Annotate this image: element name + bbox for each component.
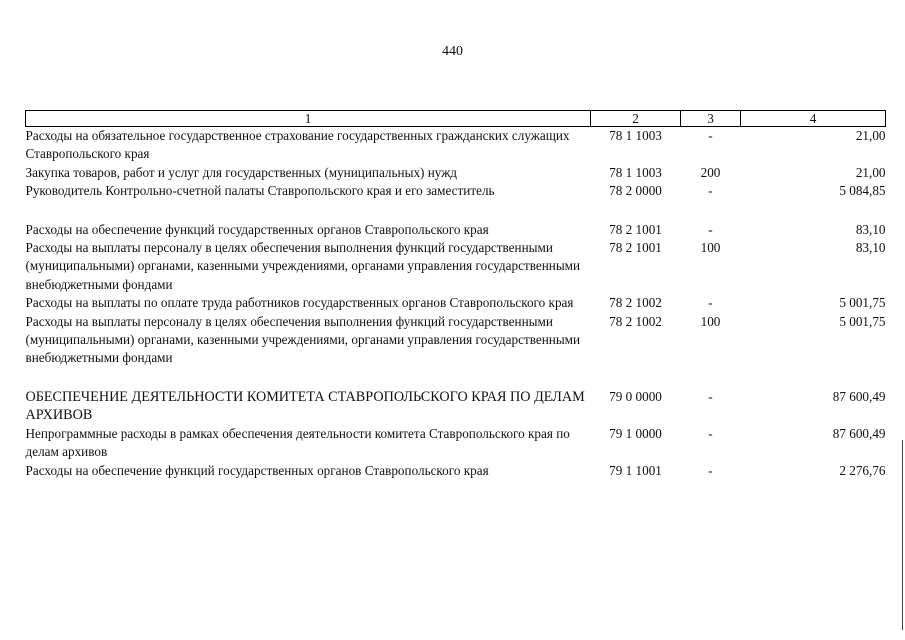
- row-amount: 5 001,75: [839, 313, 886, 329]
- row-amount: 87 600,49: [832, 388, 886, 404]
- column-header-3: 3: [681, 111, 741, 127]
- row-expense-type: -: [708, 388, 713, 404]
- row-amount: 83,10: [855, 240, 886, 256]
- row-code: 78 2 1001: [609, 221, 662, 237]
- column-header-1: 1: [26, 111, 591, 127]
- row-code: 78 2 0000: [609, 183, 662, 199]
- row-code: 78 1 1003: [609, 128, 662, 143]
- row-amount: 87 600,49: [832, 425, 886, 441]
- table-row: [26, 425, 886, 462]
- row-expense-type: -: [708, 221, 713, 237]
- row-expense-type: -: [708, 295, 713, 311]
- row-expense-type: -: [708, 128, 713, 143]
- row-code: 79 1 1001: [609, 462, 662, 478]
- row-expense-type: -: [708, 462, 713, 478]
- row-code: 78 1 1003: [609, 164, 662, 180]
- page-number: 440: [442, 44, 463, 59]
- table-row: [26, 164, 886, 182]
- row-code: 78 2 1002: [609, 295, 662, 311]
- row-code: 78 2 1001: [609, 240, 662, 256]
- row-name: Расходы на обязательное государственное страхование государственных гражданских служащих Ставропольского края: [25, 128, 570, 162]
- table-row: [26, 313, 886, 368]
- row-amount: 21,00: [855, 128, 886, 143]
- table-row: [26, 462, 886, 480]
- row-code: 78 2 1002: [609, 313, 662, 329]
- table-row: [26, 368, 886, 425]
- row-name: Расходы на выплаты персоналу в целях обеспечения выполнения функций государственными (муниципальными) органами, казенными учреждениями, органами управления государственными внебюджетными фондами: [25, 240, 581, 292]
- row-name: Расходы на обеспечение функций государственных органов Ставропольского края: [25, 221, 489, 237]
- table-row: [26, 127, 886, 164]
- row-name: ОБЕСПЕЧЕНИЕ ДЕЯТЕЛЬНОСТИ КОМИТЕТА СТАВРОПОЛЬСКОГО КРАЯ ПО ДЕЛАМ АРХИВОВ: [25, 388, 585, 424]
- row-amount: 2 276,76: [839, 462, 886, 478]
- row-amount: 5 084,85: [839, 183, 886, 199]
- table-row: [26, 239, 886, 294]
- table-row: [26, 201, 886, 239]
- row-expense-type: 100: [700, 240, 721, 256]
- row-name: Руководитель Контрольно-счетной палаты Ставропольского края и его заместитель: [25, 183, 495, 199]
- row-amount: 83,10: [855, 221, 886, 237]
- row-name: Расходы на выплаты по оплате труда работников государственных органов Ставропольского края: [25, 295, 574, 311]
- row-name: Закупка товаров, работ и услуг для государственных (муниципальных) нужд: [25, 164, 458, 180]
- row-code: 79 0 0000: [609, 388, 662, 404]
- row-expense-type: 200: [700, 164, 721, 180]
- row-expense-type: 100: [700, 313, 721, 329]
- row-amount: 5 001,75: [839, 295, 886, 311]
- row-expense-type: -: [708, 425, 713, 441]
- row-name: Непрограммные расходы в рамках обеспечения деятельности комитета Ставропольского края по делам архивов: [25, 425, 570, 460]
- row-name: Расходы на обеспечение функций государственных органов Ставропольского края: [25, 462, 489, 478]
- budget-table: [25, 110, 886, 480]
- row-name: Расходы на выплаты персоналу в целях обеспечения выполнения функций государственными (муниципальными) органами, казенными учреждениями, органами управления государственными внебюджетными фондами: [25, 313, 581, 366]
- table-row: [26, 294, 886, 312]
- column-header-2: 2: [591, 111, 681, 127]
- header-row: [26, 111, 886, 127]
- table-row: [26, 182, 886, 200]
- column-header-4: 4: [741, 111, 886, 127]
- row-expense-type: -: [708, 183, 713, 199]
- row-amount: 21,00: [855, 164, 886, 180]
- scan-edge-line: [902, 440, 903, 630]
- row-code: 79 1 0000: [609, 425, 662, 441]
